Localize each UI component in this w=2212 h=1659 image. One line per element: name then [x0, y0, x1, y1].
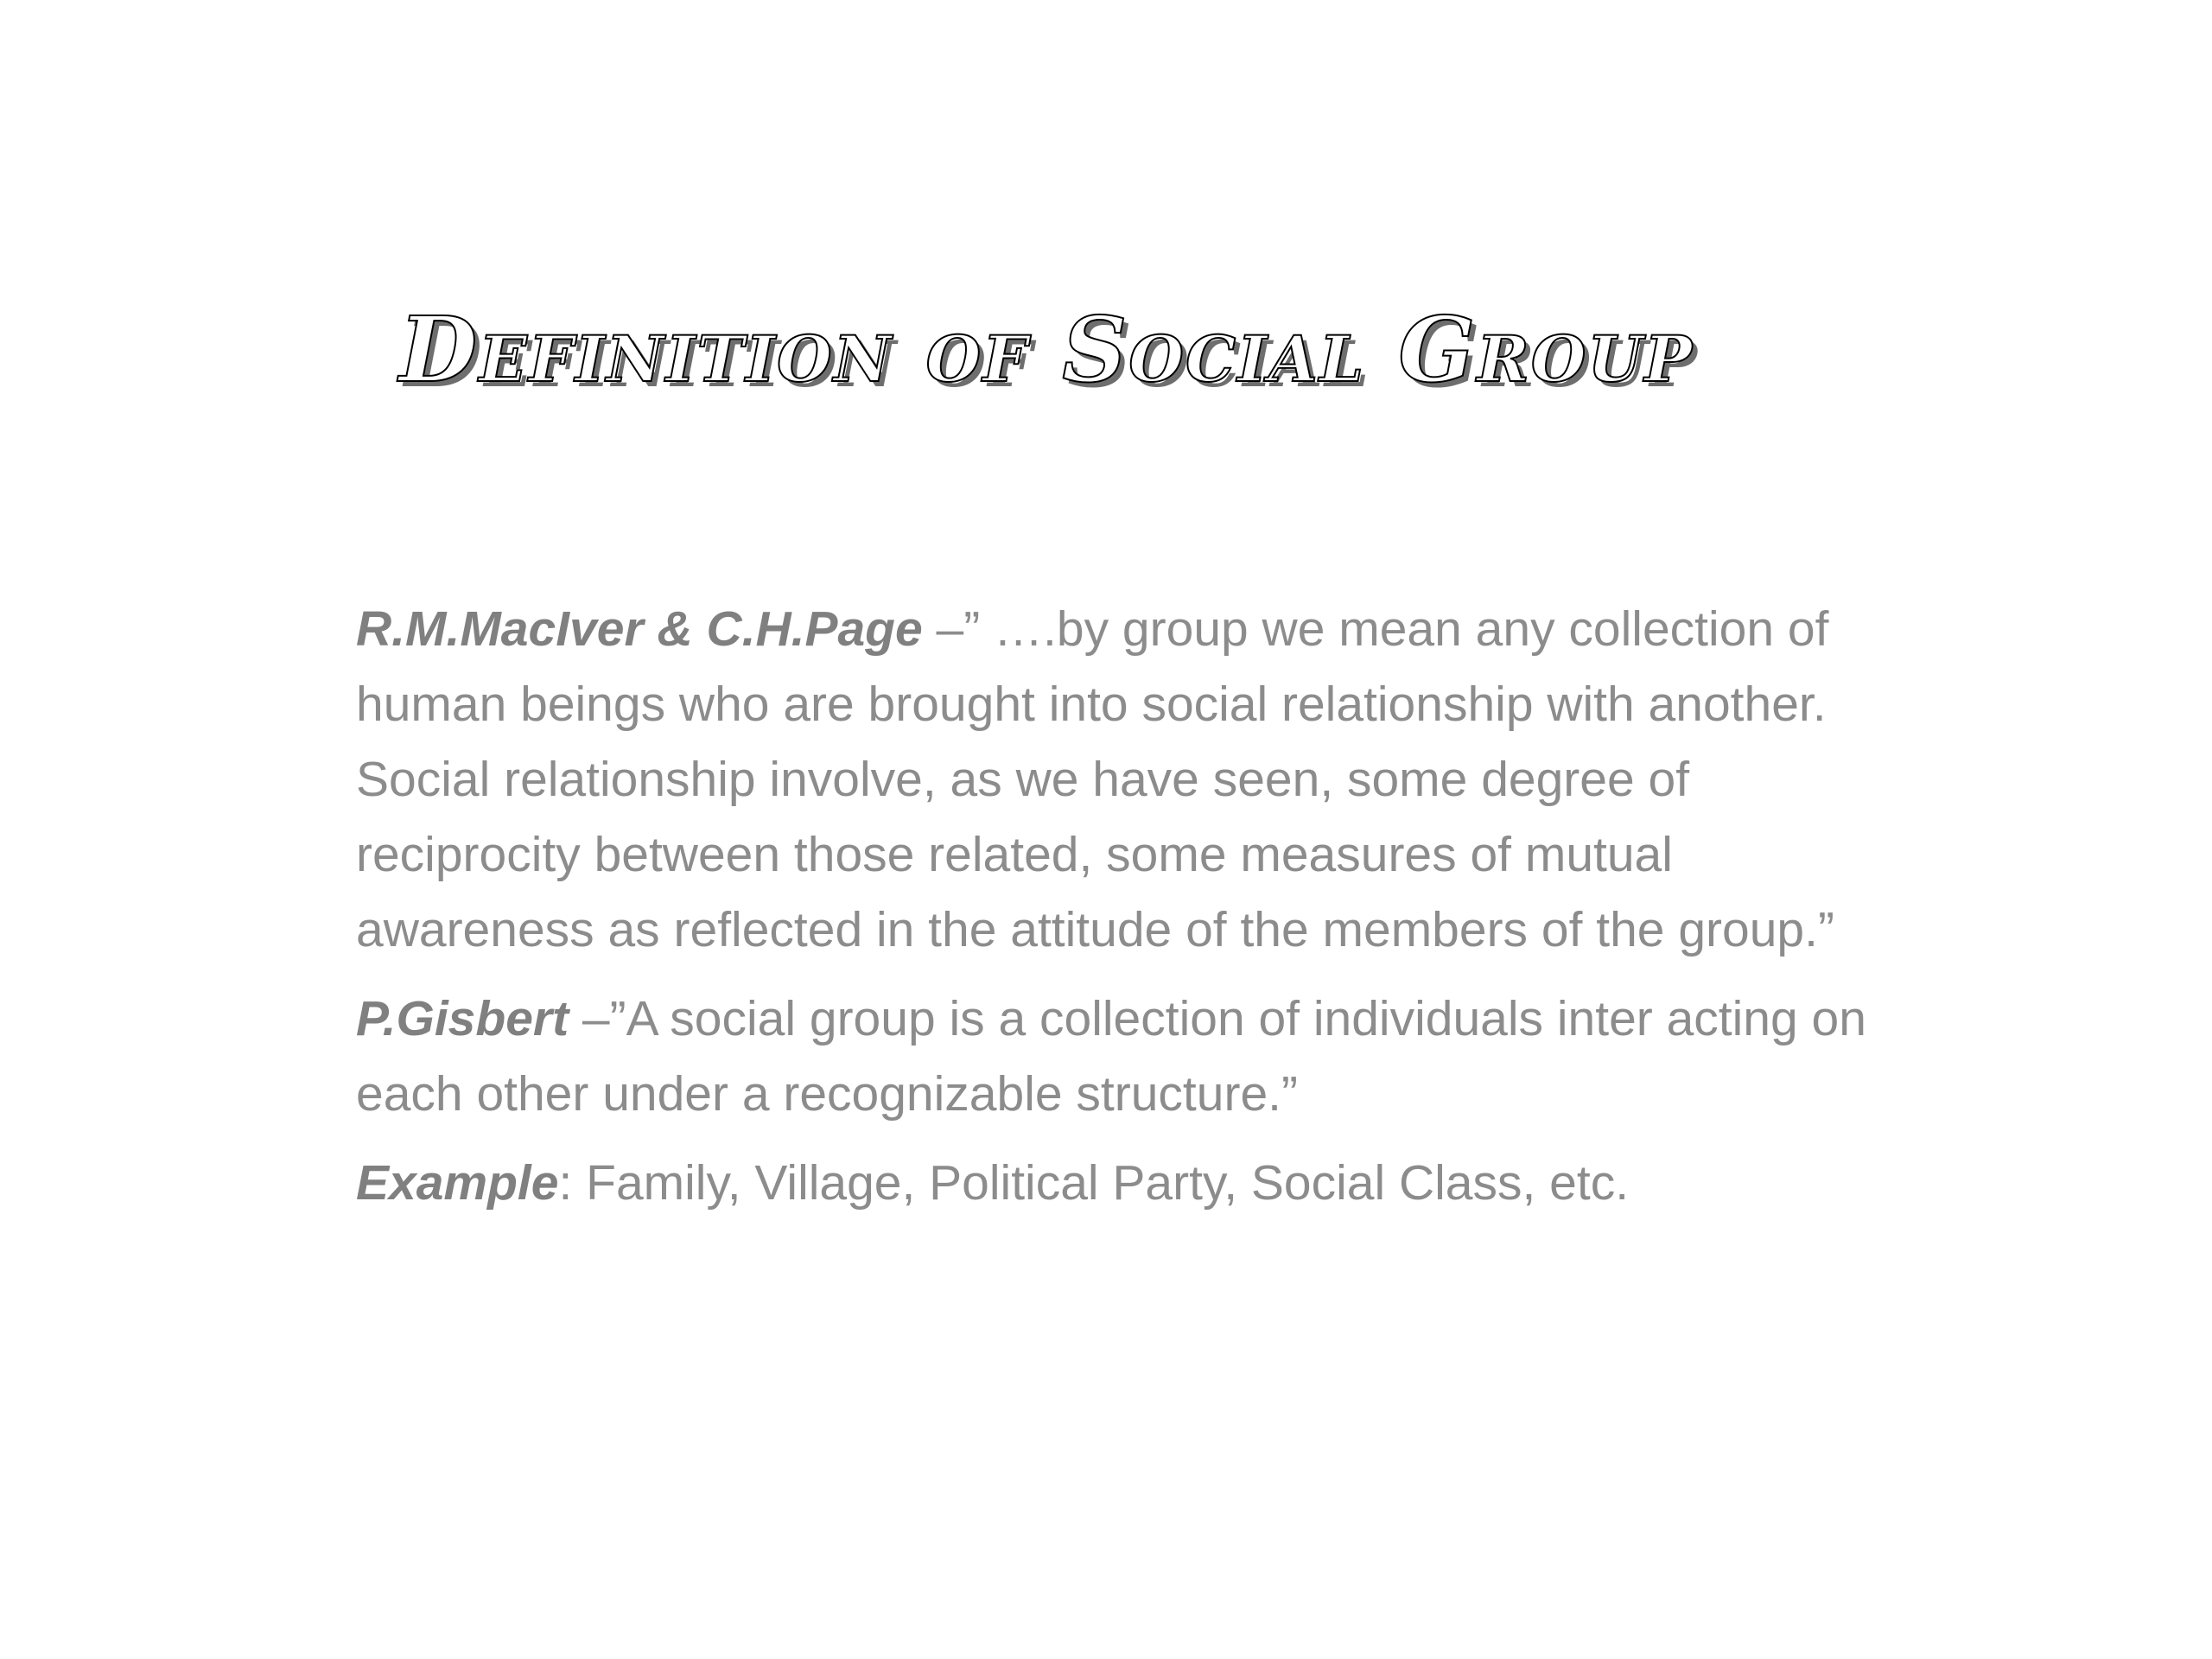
definition-text: –”A social group is a collection of individuals inter acting on each other under a recognizable structure.”	[356, 991, 1866, 1122]
slide-title: Definition of Social Group	[399, 296, 1694, 403]
definition-gisbert	[356, 982, 1894, 1132]
definition-text: –” ….by group we mean any collection of human beings who are brought into social relationship with another. Social relationship involve, as we have seen, some degree of reciprocity between those related, some measures of mutual awareness as reflected in the attitude of the members of the group.”	[356, 601, 1834, 957]
definition-example	[356, 1146, 1894, 1221]
definition-author: R.M.MacIver & C.H.Page	[356, 601, 923, 657]
example-label: Example	[356, 1155, 559, 1211]
example-text: : Family, Village, Political Party, Social Class, etc.	[558, 1155, 1630, 1211]
slide-body	[356, 592, 1894, 1235]
definition-maciver-page	[356, 592, 1894, 968]
definition-author: P.Gisbert	[356, 991, 569, 1046]
